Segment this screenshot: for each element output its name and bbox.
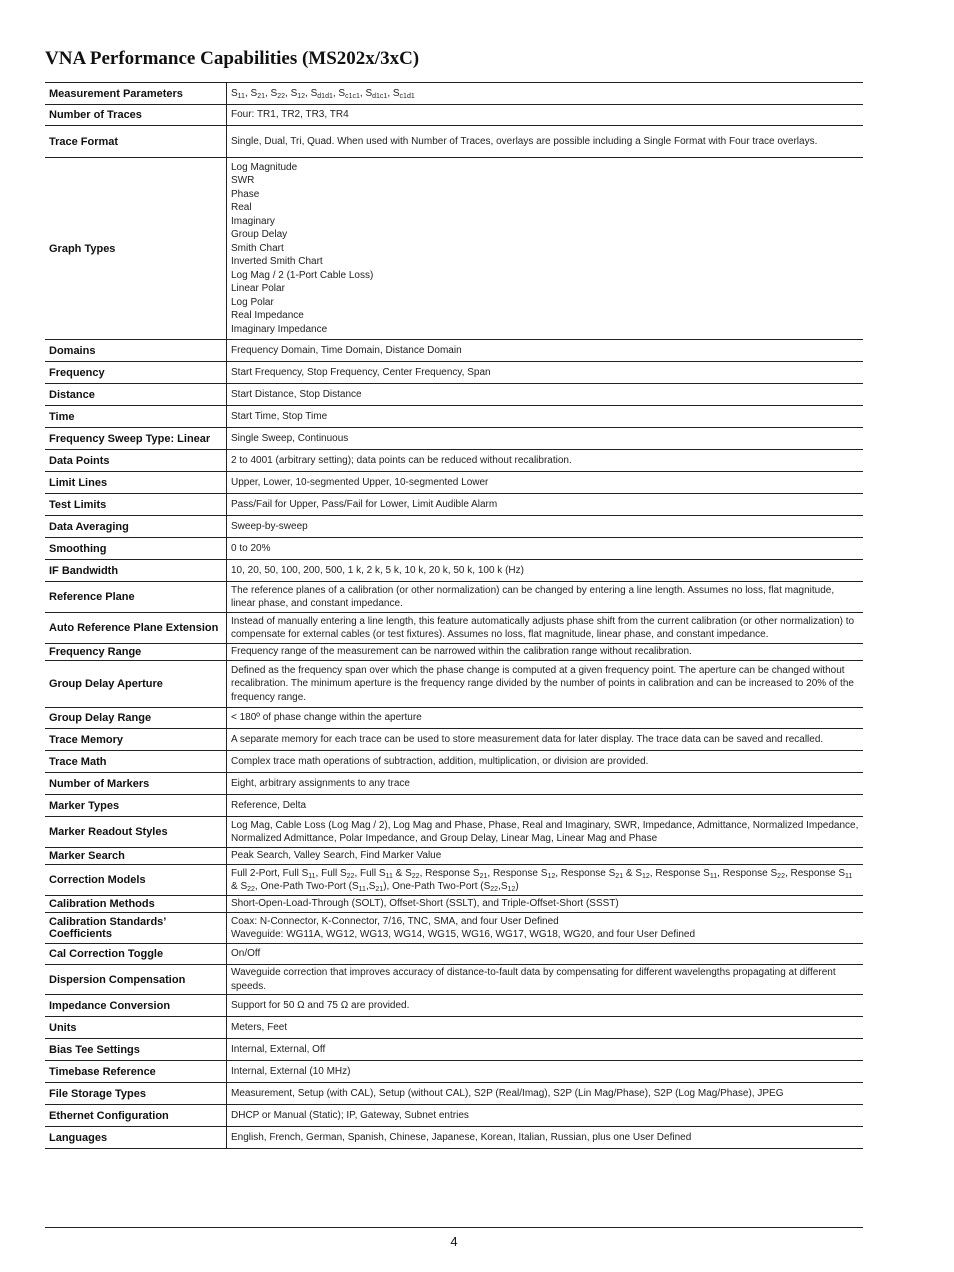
row-label: Reference Plane <box>45 582 227 613</box>
value-text: On/Off <box>231 948 261 960</box>
table-row <box>45 406 863 428</box>
value-text: , Full S <box>315 867 347 879</box>
value-subscript: 11 <box>385 872 393 880</box>
row-value <box>227 896 864 913</box>
row-label: Test Limits <box>45 494 227 516</box>
value-subscript: 12 <box>642 872 650 880</box>
row-label: Timebase Reference <box>45 1061 227 1083</box>
value-text: , S <box>244 87 258 99</box>
row-label: Time <box>45 406 227 428</box>
row-value <box>227 340 864 362</box>
row-value <box>227 560 864 582</box>
row-label: Calibration Standards’ Coefficients <box>45 913 227 944</box>
table-row <box>45 362 863 384</box>
value-text: Single, Dual, Tri, Quad. When used with Number of Traces, overlays are possible including a Single Format with Four trace overlays. <box>231 135 818 147</box>
row-value <box>227 913 864 944</box>
value-text: 2 to 4001 (arbitrary setting); data points can be reduced without recalibration. <box>231 454 572 466</box>
value-text: Log Mag, Cable Loss (Log Mag / 2), Log Mag and Phase, Phase, Real and Imaginary, SWR, Impedance, Admittance, Normalized Impedance, Normalized Admittance, Polar Impedance, and Group Delay, Linear Mag, Linear Mag and Phase <box>231 819 859 844</box>
value-text: The reference planes of a calibration (or other normalization) can be changed by entering a line length. Assumes no loss, flat magnitude, linear phase, and constant impedance. <box>231 584 835 609</box>
row-value <box>227 773 864 795</box>
value-text: Upper, Lower, 10-segmented Upper, 10-segmented Lower <box>231 476 489 488</box>
row-value <box>227 795 864 817</box>
value-text: & S <box>623 867 642 879</box>
row-label: IF Bandwidth <box>45 560 227 582</box>
value-text: Four: TR1, TR2, TR3, TR4 <box>231 109 349 121</box>
row-value <box>227 158 864 340</box>
row-label: Frequency Range <box>45 644 227 661</box>
table-row <box>45 613 863 644</box>
row-label: Calibration Methods <box>45 896 227 913</box>
table-row <box>45 538 863 560</box>
value-text: , Response S <box>555 867 616 879</box>
row-value <box>227 582 864 613</box>
table-row <box>45 472 863 494</box>
row-label: Trace Format <box>45 126 227 158</box>
value-text: ,S <box>498 881 508 892</box>
value-text: Smith Chart <box>231 242 284 254</box>
value-text: S <box>231 87 238 99</box>
row-value <box>227 865 864 896</box>
value-subscript: c1c1 <box>345 92 360 100</box>
value-text: Reference, Delta <box>231 799 307 811</box>
row-label: Marker Search <box>45 848 227 865</box>
table-row <box>45 582 863 613</box>
row-value <box>227 613 864 644</box>
value-subscript: 11 <box>709 872 718 880</box>
table-row <box>45 751 863 773</box>
table-row <box>45 450 863 472</box>
value-subscript: 22 <box>411 872 420 880</box>
row-label: Marker Readout Styles <box>45 817 227 848</box>
value-subscript: 22 <box>490 886 499 893</box>
value-text: Imaginary Impedance <box>231 323 328 335</box>
table-row <box>45 83 863 105</box>
row-value <box>227 1039 864 1061</box>
table-row <box>45 428 863 450</box>
table-row <box>45 708 863 729</box>
value-text: Instead of manually entering a line length, this feature automatically adjusts phase shift from the current calibration (or other normalization) to compensate for external cables (or test fixtures). Assumes no loss, flat magnitude, linear phase, and constant impedance. <box>231 615 855 640</box>
value-subscript: 22 <box>346 872 355 880</box>
value-text: , S <box>387 87 400 99</box>
value-text: Log Mag / 2 (1-Port Cable Loss) <box>231 269 374 281</box>
value-text: Frequency range of the measurement can be narrowed within the calibration range without recalibration. <box>231 646 692 658</box>
table-row <box>45 995 863 1017</box>
row-label: Units <box>45 1017 227 1039</box>
row-label: Data Averaging <box>45 516 227 538</box>
row-value <box>227 105 864 126</box>
value-subscript: 12 <box>547 872 556 880</box>
value-text: Peak Search, Valley Search, Find Marker Value <box>231 850 442 862</box>
row-label: Data Points <box>45 450 227 472</box>
row-value <box>227 126 864 158</box>
value-subscript: 12 <box>297 92 306 100</box>
table-row <box>45 729 863 751</box>
row-label: Auto Reference Plane Extension <box>45 613 227 644</box>
value-text: Log Magnitude <box>231 161 298 173</box>
value-text: A separate memory for each trace can be used to store measurement data for later display. The trace data can be saved and recalled. <box>231 733 824 745</box>
row-value <box>227 995 864 1017</box>
value-text: Waveguide correction that improves accuracy of distance-to-fault data by compensating for different wavelengths propagating at different speeds. <box>231 967 836 992</box>
row-value <box>227 661 864 708</box>
row-label: File Storage Types <box>45 1083 227 1105</box>
value-text: Meters, Feet <box>231 1021 288 1033</box>
value-text: Log Polar <box>231 296 274 308</box>
row-value <box>227 494 864 516</box>
row-value <box>227 384 864 406</box>
value-text: Linear Polar <box>231 283 285 295</box>
row-value <box>227 848 864 865</box>
table-row <box>45 1039 863 1061</box>
row-value <box>227 1105 864 1127</box>
value-subscript: 22 <box>247 886 255 893</box>
value-text: & S <box>231 881 248 892</box>
table-row <box>45 865 863 896</box>
row-label: Impedance Conversion <box>45 995 227 1017</box>
value-text: , Response S <box>784 867 846 879</box>
value-subscript: 12 <box>507 886 516 893</box>
value-text: , Response S <box>717 867 778 879</box>
value-text: , S <box>359 87 373 99</box>
value-text: Start Distance, Stop Distance <box>231 388 362 400</box>
table-row <box>45 661 863 708</box>
table-row <box>45 126 863 158</box>
row-value <box>227 538 864 560</box>
table-row <box>45 560 863 582</box>
value-subscript: 21 <box>615 872 624 880</box>
row-value <box>227 644 864 661</box>
value-text: , One-Path Two-Port (S <box>254 881 359 892</box>
value-text: English, French, German, Spanish, Chinese, Japanese, Korean, Italian, Russian, plus one User Defined <box>231 1131 692 1143</box>
value-subscript: 11 <box>358 886 366 893</box>
value-text: Imaginary <box>231 215 275 227</box>
row-label: Correction Models <box>45 865 227 896</box>
value-text: Real <box>231 202 252 214</box>
value-text: Waveguide: WG11A, WG12, WG13, WG14, WG15, WG16, WG17, WG18, WG20, and four User Defined <box>231 929 696 940</box>
row-value <box>227 428 864 450</box>
value-text: Short-Open-Load-Through (SOLT), Offset-Short (SSLT), and Triple-Offset-Short (SSST) <box>231 898 619 910</box>
row-value <box>227 1127 864 1149</box>
value-text: Defined as the frequency span over which the phase change is computed at a given frequency point. The aperture can be changed without recalibration. The minimum aperture is the frequency range divided by the number of points in calibration and can be increased to 20% of the frequency range. <box>231 664 854 703</box>
footer-rule <box>45 1227 863 1228</box>
value-text: Full 2-Port, Full S <box>231 867 309 879</box>
row-label: Trace Memory <box>45 729 227 751</box>
row-value <box>227 450 864 472</box>
spec-table-body <box>45 83 863 1149</box>
value-text: Single Sweep, Continuous <box>231 432 349 444</box>
value-text: Group Delay <box>231 229 288 241</box>
value-text: Start Time, Stop Time <box>231 410 328 422</box>
row-label: Frequency Sweep Type: Linear <box>45 428 227 450</box>
row-value <box>227 83 864 105</box>
value-text: Real Impedance <box>231 310 304 322</box>
row-value <box>227 708 864 729</box>
row-value <box>227 1083 864 1105</box>
row-value <box>227 516 864 538</box>
row-value <box>227 965 864 995</box>
value-text: , S <box>305 87 318 99</box>
value-text: , Full S <box>354 867 386 879</box>
value-text: Inverted Smith Chart <box>231 256 323 268</box>
row-label: Graph Types <box>45 158 227 340</box>
table-row <box>45 494 863 516</box>
value-subscript: c1d1 <box>399 92 415 100</box>
table-row <box>45 913 863 944</box>
table-row <box>45 795 863 817</box>
row-label: Trace Math <box>45 751 227 773</box>
value-subscript: d1d1 <box>317 92 333 100</box>
row-value <box>227 472 864 494</box>
row-label: Cal Correction Toggle <box>45 944 227 965</box>
table-row <box>45 773 863 795</box>
value-text: Complex trace math operations of subtraction, addition, multiplication, or division are provided. <box>231 755 649 767</box>
value-text: DHCP or Manual (Static); IP, Gateway, Subnet entries <box>231 1109 469 1121</box>
row-label: Distance <box>45 384 227 406</box>
row-label: Group Delay Range <box>45 708 227 729</box>
table-row <box>45 1083 863 1105</box>
table-row <box>45 105 863 126</box>
table-row <box>45 1017 863 1039</box>
table-row <box>45 644 863 661</box>
value-text: Coax: N-Connector, K-Connector, 7/16, TNC, SMA, and four User Defined <box>231 915 559 927</box>
table-row <box>45 1105 863 1127</box>
value-text: ,S <box>365 881 376 892</box>
row-label: Dispersion Compensation <box>45 965 227 995</box>
row-label: Bias Tee Settings <box>45 1039 227 1061</box>
table-row <box>45 516 863 538</box>
value-text: Start Frequency, Stop Frequency, Center Frequency, Span <box>231 366 491 378</box>
row-label: Languages <box>45 1127 227 1149</box>
table-row <box>45 965 863 995</box>
value-subscript: d1c1 <box>372 92 388 100</box>
row-value <box>227 817 864 848</box>
table-row <box>45 340 863 362</box>
row-value <box>227 1017 864 1039</box>
row-label: Marker Types <box>45 795 227 817</box>
value-text: ) <box>515 881 519 892</box>
table-row <box>45 158 863 340</box>
value-text: 0 to 20% <box>231 542 271 554</box>
value-text: Sweep-by-sweep <box>231 520 308 532</box>
table-row <box>45 896 863 913</box>
value-text: Measurement, Setup (with CAL), Setup (without CAL), S2P (Real/Imag), S2P (Lin Mag/Phase), S2P (Log Mag/Phase), JPEG <box>231 1087 784 1099</box>
value-text: , Response S <box>487 867 548 879</box>
row-label: Smoothing <box>45 538 227 560</box>
value-text: Internal, External, Off <box>231 1043 326 1055</box>
row-value <box>227 729 864 751</box>
row-label: Domains <box>45 340 227 362</box>
value-text: < 180º of phase change within the aperture <box>231 712 422 724</box>
row-label: Measurement Parameters <box>45 83 227 105</box>
row-value <box>227 1061 864 1083</box>
value-subscript: 21 <box>257 92 265 100</box>
value-text: Support for 50 Ω and 75 Ω are provided. <box>231 999 410 1011</box>
value-text: Eight, arbitrary assignments to any trace <box>231 777 410 789</box>
row-value <box>227 362 864 384</box>
value-subscript: 21 <box>375 886 384 893</box>
value-subscript: 11 <box>308 872 316 880</box>
value-text: 10, 20, 50, 100, 200, 500, 1 k, 2 k, 5 k, 10 k, 20 k, 50 k, 100 k (Hz) <box>231 564 524 576</box>
value-text: Pass/Fail for Upper, Pass/Fail for Lower, Limit Audible Alarm <box>231 498 498 510</box>
value-text: , S <box>264 87 278 99</box>
value-text: Phase <box>231 188 260 200</box>
row-value <box>227 406 864 428</box>
table-row <box>45 1061 863 1083</box>
row-label: Group Delay Aperture <box>45 661 227 708</box>
value-text: , S <box>332 87 346 99</box>
table-row <box>45 1127 863 1149</box>
value-text: ), One-Path Two-Port (S <box>383 881 491 892</box>
table-row <box>45 384 863 406</box>
value-text: , Response S <box>649 867 710 879</box>
value-text: Frequency Domain, Time Domain, Distance Domain <box>231 344 462 356</box>
value-subscript: 11 <box>845 872 853 880</box>
table-row <box>45 848 863 865</box>
table-row <box>45 944 863 965</box>
table-row <box>45 817 863 848</box>
row-label: Ethernet Configuration <box>45 1105 227 1127</box>
value-text: , S <box>285 87 298 99</box>
value-subscript: 21 <box>479 872 488 880</box>
value-subscript: 22 <box>777 872 785 880</box>
row-label: Limit Lines <box>45 472 227 494</box>
spec-table <box>45 82 863 1149</box>
row-value <box>227 751 864 773</box>
value-text: & S <box>392 867 412 879</box>
value-subscript: 22 <box>277 92 286 100</box>
value-text: Internal, External (10 MHz) <box>231 1065 351 1077</box>
row-label: Number of Traces <box>45 105 227 126</box>
value-subscript: 11 <box>237 92 245 100</box>
page-title: VNA Performance Capabilities (MS202x/3xC) <box>45 48 420 69</box>
value-text: , Response S <box>419 867 480 879</box>
row-value <box>227 944 864 965</box>
value-text: SWR <box>231 175 255 187</box>
row-label: Number of Markers <box>45 773 227 795</box>
row-label: Frequency <box>45 362 227 384</box>
page-number: 4 <box>450 1234 458 1249</box>
